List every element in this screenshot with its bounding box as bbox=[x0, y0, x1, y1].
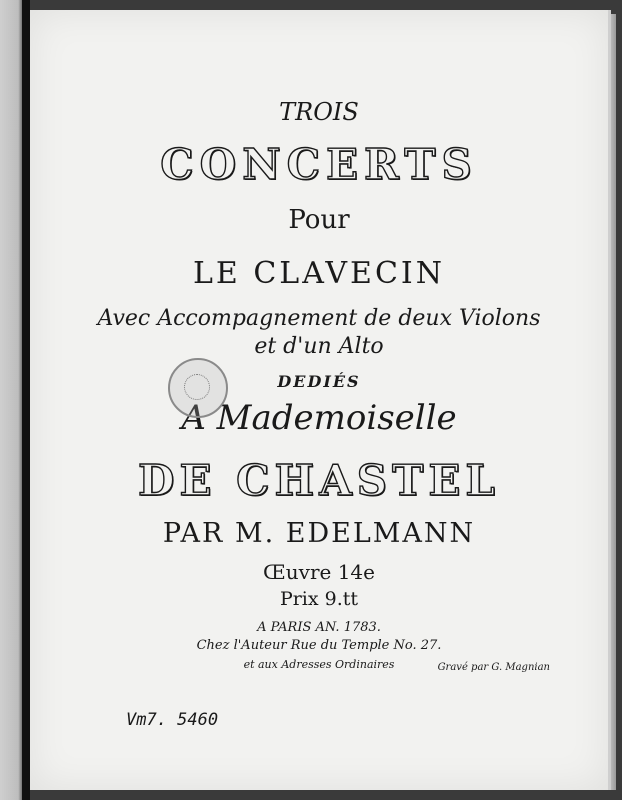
title-mademoiselle: A Mademoiselle bbox=[181, 398, 457, 438]
title-pour: Pour bbox=[288, 205, 350, 235]
engraver-credit: Gravé par G. Magnian bbox=[437, 662, 550, 673]
title-alto: et d'un Alto bbox=[254, 334, 384, 359]
publisher-other: et aux Adresses Ordinaires bbox=[243, 658, 395, 671]
title-accompaniment: Avec Accompagnement de deux Violons bbox=[97, 306, 541, 331]
title-price: Prix 9.tt bbox=[279, 588, 359, 610]
shelfmark: Vm7. 5460 bbox=[126, 710, 219, 730]
publisher-city: A PARIS AN. 1783. bbox=[257, 620, 381, 635]
book-gutter bbox=[22, 0, 30, 800]
title-opus: Œuvre 14e bbox=[263, 560, 375, 584]
title-le-clavecin: LE CLAVECIN bbox=[192, 256, 446, 291]
title-dedies: DEDIÉS bbox=[277, 372, 361, 391]
title-composer: PAR M. EDELMANN bbox=[162, 518, 476, 549]
title-trois: TROIS bbox=[279, 98, 359, 126]
library-stamp bbox=[168, 358, 228, 418]
publisher-address: Chez l'Auteur Rue du Temple No. 27. bbox=[196, 638, 442, 653]
title-concerts: CONCERTS bbox=[160, 140, 478, 189]
title-page bbox=[30, 10, 611, 790]
title-de-chastel: DE CHASTEL bbox=[138, 456, 500, 505]
